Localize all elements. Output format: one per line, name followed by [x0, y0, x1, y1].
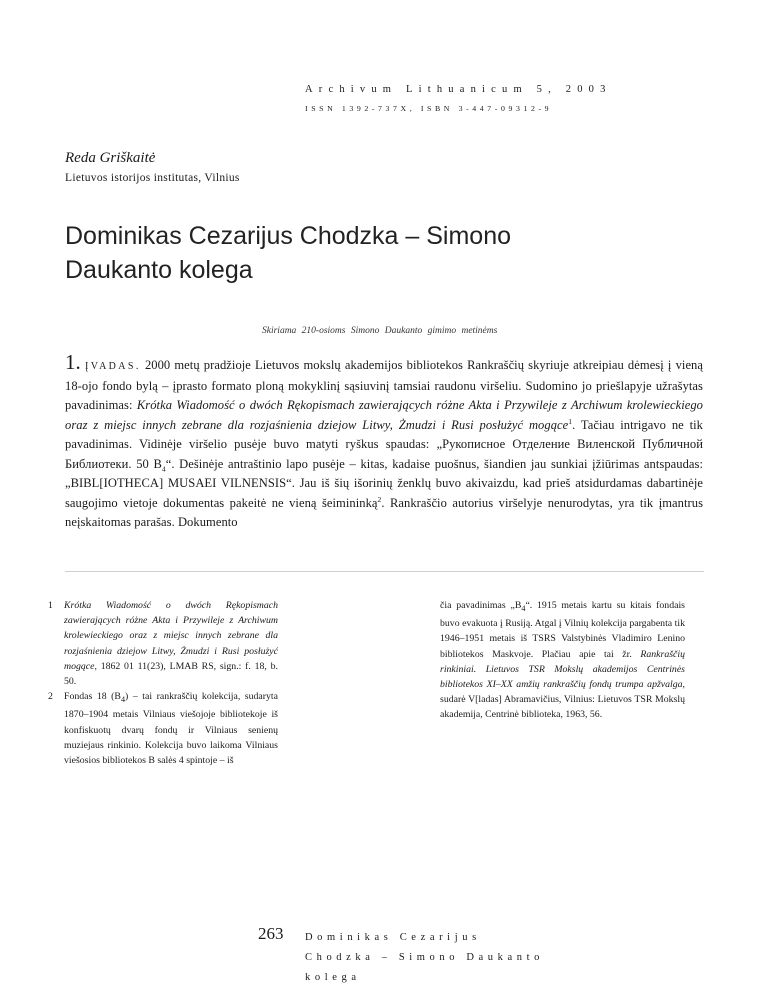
author-name: Reda Griškaitė	[65, 150, 156, 166]
footnote-1-title: Krótka Wiadomość o dwóch Rękopismach zawierających różne Akta i Przywileje z Archiwum krolewieckiego oraz z miejsc innych zebrane dla rozjaśnienia dziejow Litwy, Żmudzi i Rusi posłużyć mogące	[64, 600, 278, 672]
body-text-2: . Tačiau intrigavo ne tik pavadinimas. Vidinėje viršelio pusėje buvo matyti ryškus spaudas: „Рукописное Отделение Виленской Публичной Библиотеки. 50 B	[65, 417, 703, 471]
footnotes-right-column	[440, 598, 685, 723]
footnote-2-subscript: 4	[120, 695, 126, 705]
section-lead: ĮVADAS.	[85, 361, 141, 372]
footnote-1-text: , 1862 01 11(23), LMAB RS, sign.: f. 18, b. 50.	[64, 660, 278, 688]
footnote-2-book-title: Rankraščių rinkiniai. Lietuvos TSR Mokslų akademijos Centrinės bibliotekos XI–XX amžių rankraščių fondų trumpa apžvalga	[440, 648, 685, 690]
page-number: 263	[258, 924, 284, 943]
footnote-divider	[65, 571, 704, 572]
author-affiliation: Lietuvos istorijos institutas, Vilnius	[65, 172, 240, 184]
section-number: 1.	[65, 350, 81, 374]
dedication: Skiriama 210-osioms Simono Daukanto gimimo metinėms	[262, 326, 498, 336]
body-text-1: 2000 metų pradžioje Lietuvos mokslų akademijos bibliotekos Rankraščių skyriuje atkreipiau dėmesį į vieną 18-ojo fondo bylą – įprasto formato ploną mokyklinį sąsiuvinį tamsiai raudonu viršeliu. Sudomino jo priešlapyje užrašytas pavadinimas:	[65, 358, 704, 413]
journal-header: Archivum Lithuanicum 5, 2003	[305, 84, 612, 95]
subscript-b4: 4	[161, 464, 166, 474]
footnote-ref-1[interactable]: 1	[568, 416, 573, 426]
footnote-ref-2[interactable]: 2	[377, 494, 382, 504]
footnote-2-text-c: čia pavadinimas „B	[440, 600, 522, 611]
footnote-1	[48, 598, 278, 689]
footnote-2-subscript-2: 4	[521, 603, 526, 613]
footnote-2-text-b: ) – tai rankraščių kolekcija, sudaryta 1870–1904 metais Vilniaus viešojoje bibliotekoje iš konfiskuotų dvarų fondų ir Vilniaus senienų muziejaus rinkinio. Kolekcija buvo laikoma Vilniaus viešosios bibliotekos B salės 4 spintoje – iš	[64, 691, 278, 766]
footnote-2-text-d: “. 1915 metais kartu su kitais fondais buvo evakuota į Rusiją. Atgal į Vilnių kolekcija pargabenta tik 1946–1951 metais iš TSRS Valstybinės Vladimiro Lenino bibliotekos Maskvoje. Plačiau apie tai žr.	[440, 600, 685, 660]
footnote-2-text-e: , sudarė V[ladas] Abramavičius, Vilnius: Lietuvos TSR Mokslų akademija, Centrinė biblioteka, 1963, 56.	[440, 678, 685, 721]
running-head: Dominikas Cezarijus Chodzka – Simono Daukanto kolega	[305, 932, 544, 983]
footnotes-left-column	[48, 598, 278, 768]
article-title: Dominikas Cezarijus Chodzka – Simono Daukanto kolega	[65, 222, 512, 284]
body-text-4: . Rankraščio autorius viršelyje nenurodytas, yra tik įmantrus neįskaitomas parašas. Dokumento	[65, 495, 703, 530]
footnote-2-text-a: Fondas 18 (B	[64, 691, 121, 703]
body-text-3: “. Dešinėje antraštinio lapo pusėje – kitas, kadaise puošnus, šiandien jau sunkiai įžiūrimas antspaudas: „BIBL[IOTHECA] MUSAEI VILNENSIS“. Jau iš šių išorinių ženklų buvo akivaizdu, kad prieš atsidurdamas dabartinėje saugojimo vietoje dokumentas pakeitė ne vieną šeimininką	[65, 456, 703, 510]
footnote-number: 1	[48, 600, 53, 611]
footnote-2	[48, 689, 278, 768]
manuscript-title: Krótka Wiadomość o dwóch Rękopismach zawierających różne Akta i Przywileje z Archiwum krolewieckiego oraz z miejsc innych zebrane dla rozjaśnienia dziejow Litwy, Żmudzi i Rusi posłużyć mogące	[65, 398, 703, 432]
issn-line: ISSN 1392-737X, ISBN 3-447-09312-9	[305, 104, 553, 113]
body-paragraph	[65, 350, 704, 533]
footnote-number: 2	[48, 691, 53, 703]
